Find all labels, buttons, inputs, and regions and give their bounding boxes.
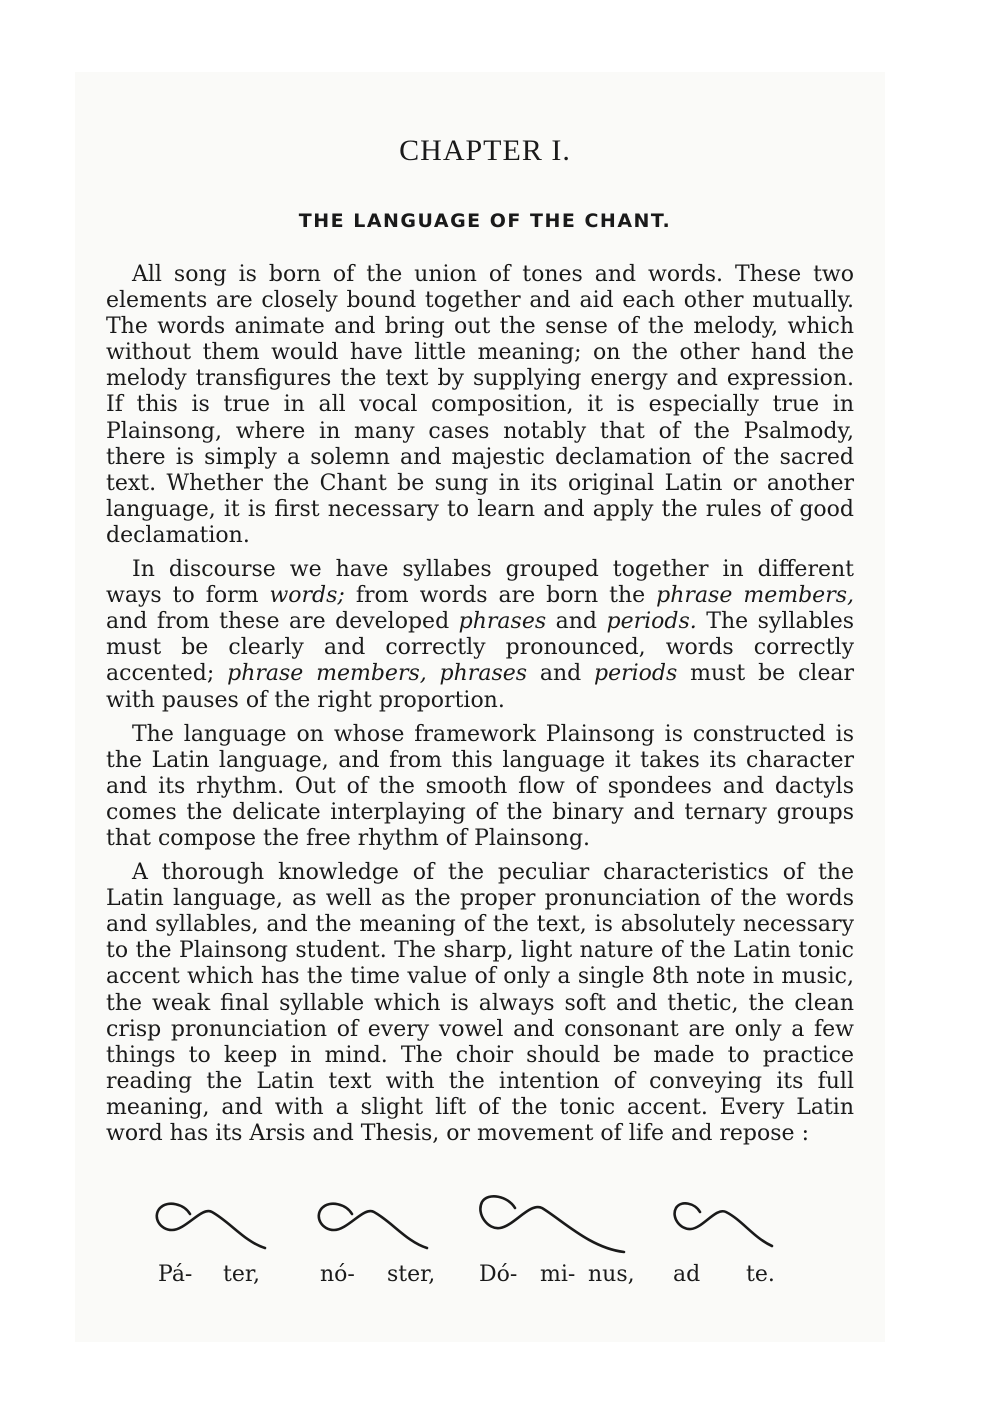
syllable: mi-	[540, 1262, 576, 1287]
chapter-title: CHAPTER I.	[399, 134, 571, 167]
syllable: nó-	[320, 1262, 355, 1287]
syllable: ster,	[387, 1262, 436, 1287]
paragraph-2-text: The syllables must be clearly and correctly pronounced, words correctly accented;	[106, 609, 854, 687]
arsis-thesis-curve-noster	[319, 1204, 427, 1248]
syllable: Pá-	[158, 1262, 193, 1287]
paragraph-1: All song is born of the union of tones and words. These two elements are closely bound together and aid each other mutually. The words animate and bring out the sense of the melody, which without them would have little meaning; on the other hand the melody transfigures the text by supplying energy and expression. If this is true in all vocal composition, it is especially true in Plainsong, where in many cases notably that of the Psalmody, there is simply a solemn and majestic declamation of the sacred text. Whether the Chant be sung in its original Latin or another language, it is first necessary to learn and apply the rules of good declamation.	[106, 262, 854, 548]
paragraph-2-text: must be clear with pauses of the right proportion.	[106, 661, 854, 713]
syllable: ad	[673, 1262, 701, 1287]
syllable: te.	[746, 1262, 775, 1287]
paragraph-3: The language on whose framework Plainsong is constructed is the Latin language, and from this language it takes its character and its rhythm. Out of the smooth flow of spondees and dactyls comes the delicate interplaying of the binary and ternary groups that compose the free rhythm of Plainsong.	[106, 721, 854, 851]
paragraph-2-text: and from these are developed	[106, 609, 459, 635]
syllable: nus,	[588, 1262, 635, 1287]
arsis-thesis-curve-pater	[157, 1204, 265, 1248]
syllable: Dó-	[479, 1262, 518, 1287]
arsis-thesis-curve-adte	[675, 1203, 772, 1246]
paragraph-4: A thorough knowledge of the peculiar characteristics of the Latin language, as well as the proper pronunciation of the words and syllables, and the meaning of the text, is absolutely necessary to the Plainsong student. The sharp, light nature of the Latin tonic accent which has the time value of only a single 8th note in music, the weak final syllable which is always soft and thetic, the clean crisp pronunciation of every vowel and consonant are only a few things to keep in mind. The choir should be made to practice reading the Latin text with the intention of conveying its full meaning, and with a slight lift of the tonic accent. Every Latin word has its Arsis and Thesis, or movement of life and repose :	[106, 860, 854, 1146]
chapter-body	[106, 262, 854, 1155]
term-phrases: phrases	[458, 609, 547, 635]
example-syllables	[0, 1262, 1000, 1292]
term-periods: periods	[594, 661, 678, 687]
arsis-thesis-figure	[150, 1190, 790, 1260]
paragraph-2-text: In discourse we have syllabes grouped together in different ways to form	[106, 557, 854, 609]
paragraph-2-text: from words are born the	[344, 583, 657, 609]
term-periods: periods.	[606, 609, 697, 635]
paragraph-2-text: and	[527, 661, 595, 687]
section-heading: THE LANGUAGE OF THE CHANT.	[298, 210, 672, 232]
arsis-thesis-curve-dominus	[480, 1196, 624, 1252]
paragraph-2	[106, 557, 854, 714]
syllable: ter,	[223, 1262, 260, 1287]
term-words: words;	[269, 583, 345, 609]
paragraph-2-text: and	[546, 609, 607, 635]
term-phrase-members-phrases: phrase members, phrases	[227, 661, 528, 687]
term-phrase-members: phrase members,	[656, 583, 854, 609]
